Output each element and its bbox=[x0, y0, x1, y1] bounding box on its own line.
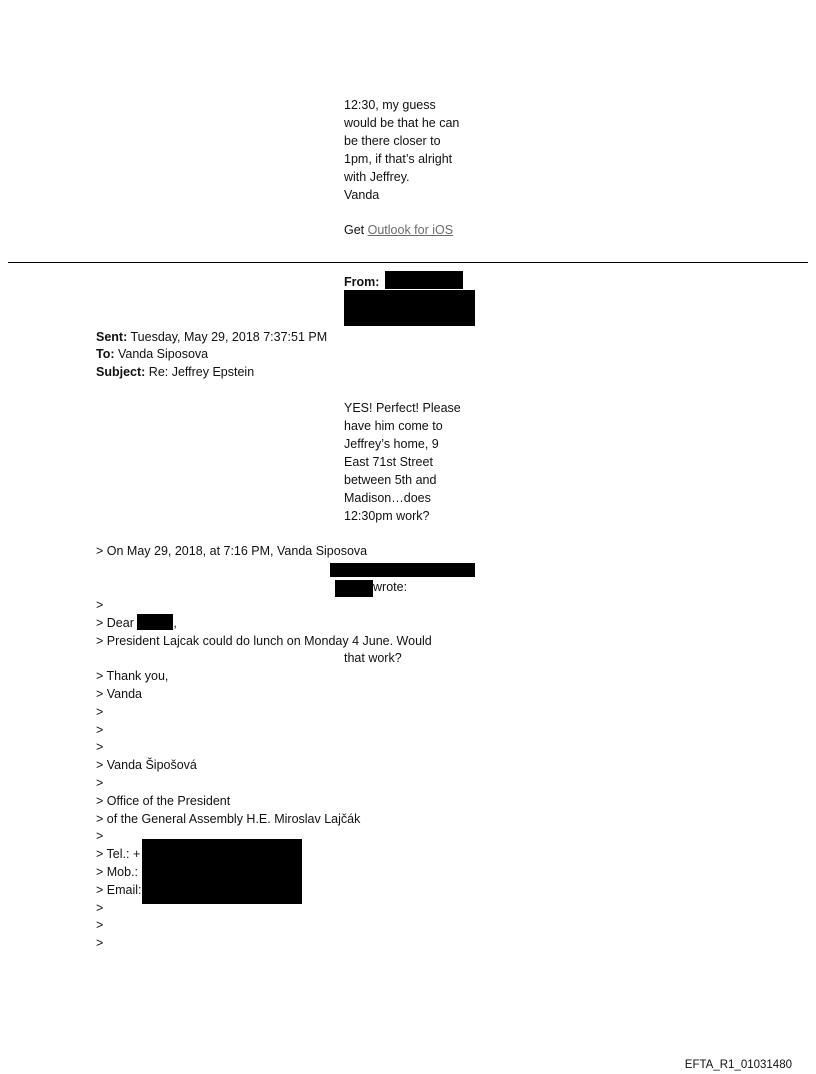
assembly-line: > of the General Assembly H.E. Miroslav Lajčák bbox=[96, 811, 361, 826]
sent-label: Sent: bbox=[96, 330, 128, 344]
quote-marker: > bbox=[96, 740, 104, 755]
subject-label: Subject: bbox=[96, 365, 146, 379]
document-id: EFTA_R1_01031480 bbox=[684, 1059, 792, 1071]
body-line: East 71st Street bbox=[344, 455, 433, 469]
quoted-on-line: > On May 29, 2018, at 7:16 PM, Vanda Siposova bbox=[96, 544, 368, 558]
vanda-line: > Vanda bbox=[96, 686, 142, 701]
to-line bbox=[96, 345, 208, 363]
body-line: 12:30pm work? bbox=[344, 509, 430, 523]
subject-line bbox=[96, 363, 254, 381]
dear-line bbox=[96, 614, 432, 632]
get-prefix: Get bbox=[344, 223, 368, 237]
body-line: Madison…does bbox=[344, 491, 431, 505]
tel-line: > Tel.: + bbox=[96, 847, 141, 862]
redaction-box bbox=[330, 563, 475, 577]
outlook-link[interactable]: Outlook for iOS bbox=[367, 223, 454, 237]
thanks-line: > Thank you, bbox=[96, 669, 169, 684]
to-value: Vanda Siposova bbox=[114, 347, 209, 361]
mob-line: > Mob.: bbox=[96, 864, 139, 879]
lunch-cont-line: that work? bbox=[344, 651, 402, 666]
from-line bbox=[344, 273, 379, 291]
reply-top-line: would be that he can bbox=[344, 116, 460, 130]
office-line: > Office of the President bbox=[96, 793, 231, 808]
reply-top-line: 12:30, my guess bbox=[344, 98, 436, 112]
redaction-box bbox=[385, 271, 463, 289]
redaction-box bbox=[335, 580, 373, 597]
quote-marker: > bbox=[96, 900, 104, 915]
message-body bbox=[344, 399, 484, 525]
quote-marker: > bbox=[96, 598, 104, 612]
sent-value: Tuesday, May 29, 2018 7:37:51 PM bbox=[127, 330, 328, 344]
quote-marker: > bbox=[96, 829, 104, 844]
dear-comma: , bbox=[173, 615, 177, 630]
separator-rule bbox=[8, 262, 808, 263]
redaction-box bbox=[142, 839, 302, 904]
body-line: YES! Perfect! Please bbox=[344, 401, 461, 415]
reply-top-line: with Jeffrey. bbox=[344, 170, 410, 184]
body-line: have him come to bbox=[344, 419, 443, 433]
reply-top-line: 1pm, if that’s alright bbox=[344, 152, 453, 166]
dear-text: > Dear bbox=[96, 615, 138, 630]
subject-value: Re: Jeffrey Epstein bbox=[145, 365, 255, 379]
lunch-line: > President Lajcak could do lunch on Monday 4 June. Would bbox=[96, 633, 432, 648]
quote-marker: > bbox=[96, 918, 104, 933]
body-line: between 5th and bbox=[344, 473, 437, 487]
body-line: Jeffrey’s home, 9 bbox=[344, 437, 439, 451]
redaction-box bbox=[344, 290, 475, 326]
quote-marker: > bbox=[96, 936, 104, 951]
email-line: > Email: bbox=[96, 882, 142, 897]
quote-marker: > bbox=[96, 722, 104, 737]
quote-marker: > bbox=[96, 704, 104, 719]
redaction-box bbox=[137, 614, 173, 630]
to-label: To: bbox=[96, 347, 115, 361]
quote-marker: > bbox=[96, 775, 104, 790]
wrote-text: wrote: bbox=[373, 580, 408, 594]
get-outlook-line bbox=[344, 221, 453, 239]
from-label: From: bbox=[344, 275, 380, 289]
reply-top-line: Vanda bbox=[344, 188, 380, 202]
reply-top-line: be there closer to bbox=[344, 134, 441, 148]
sent-line bbox=[96, 328, 327, 346]
reply-top-text bbox=[344, 96, 484, 204]
sig-name-line: > Vanda Šipošová bbox=[96, 758, 197, 773]
